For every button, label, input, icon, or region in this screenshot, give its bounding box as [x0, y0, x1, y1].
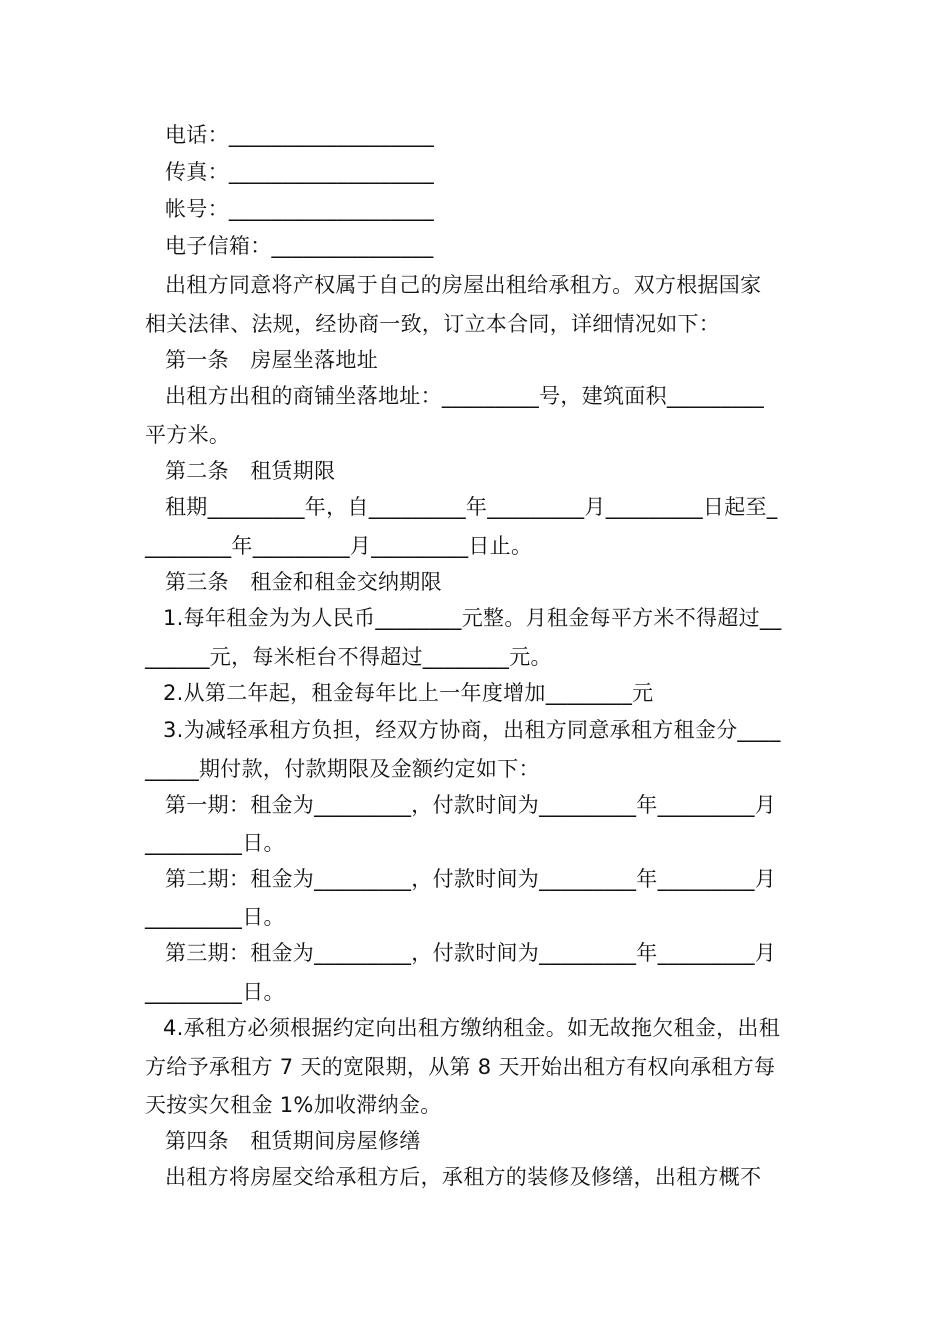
email-field-line: 电子信箱：_______________: [165, 234, 434, 258]
article-3-item-3-line-1: 3.为减轻承租方负担，经双方协商，出租方同意承租方租金分____: [163, 718, 781, 742]
article-2-line-2: ________年_________月_________日止。: [145, 534, 533, 558]
article-3-item-4-line-2: 方给予承租方 7 天的宽限期，从第 8 天开始出租方有权向承租方每: [145, 1055, 776, 1079]
article-3-item-1-line-1: 1.每年租金为为人民币________元整。月租金每平方米不得超过__: [163, 606, 782, 630]
article-3-item-3-line-2: _____期付款，付款期限及金额约定如下：: [145, 757, 540, 781]
article-2-line-1: 租期_________年，自_________年_________月_________日起至_: [165, 495, 778, 519]
fax-field-line: 传真：___________________: [165, 160, 435, 184]
intro-line-2: 相关法律、法规，经协商一致，订立本合同，详细情况如下：: [145, 312, 721, 336]
intro-line-1: 出租方同意将产权属于自己的房屋出租给承租方。双方根据国家: [165, 273, 762, 297]
article-1-line-2: 平方米。: [145, 423, 231, 447]
payment-period-3-line-2: _________日。: [145, 980, 285, 1004]
phone-field-line: 电话：___________________: [165, 123, 435, 147]
article-3-item-1-line-2: ______元，每米柜台不得超过________元。: [145, 645, 552, 669]
article-2-heading: 第二条 租赁期限: [165, 459, 336, 483]
payment-period-1-line-2: _________日。: [145, 831, 285, 855]
article-1-heading: 第一条 房屋坐落地址: [165, 348, 378, 372]
payment-period-2-line-2: _________日。: [145, 905, 285, 929]
article-3-item-4-line-3: 天按实欠租金 1%加收滞纳金。: [145, 1093, 442, 1117]
payment-period-3-line-1: 第三期：租金为_________，付款时间为_________年_________月: [165, 941, 777, 965]
article-4-line-1: 出租方将房屋交给承租方后，承租方的装修及修缮，出租方概不: [165, 1165, 762, 1189]
article-3-item-2: 2.从第二年起，租金每年比上一年度增加________元: [163, 681, 654, 705]
article-3-heading: 第三条 租金和租金交纳期限: [165, 570, 442, 594]
article-3-item-4-line-1: 4.承租方必须根据约定向出租方缴纳租金。如无故拖欠租金，出租: [163, 1016, 781, 1040]
article-4-heading: 第四条 租赁期间房屋修缮: [165, 1129, 421, 1153]
payment-period-1-line-1: 第一期：租金为_________，付款时间为_________年_________月: [165, 793, 777, 817]
account-field-line: 帐号：___________________: [165, 197, 435, 221]
payment-period-2-line-1: 第二期：租金为_________，付款时间为_________年_________月: [165, 867, 777, 891]
article-1-line-1: 出租方出租的商铺坐落地址：_________号，建筑面积_________: [165, 384, 765, 408]
